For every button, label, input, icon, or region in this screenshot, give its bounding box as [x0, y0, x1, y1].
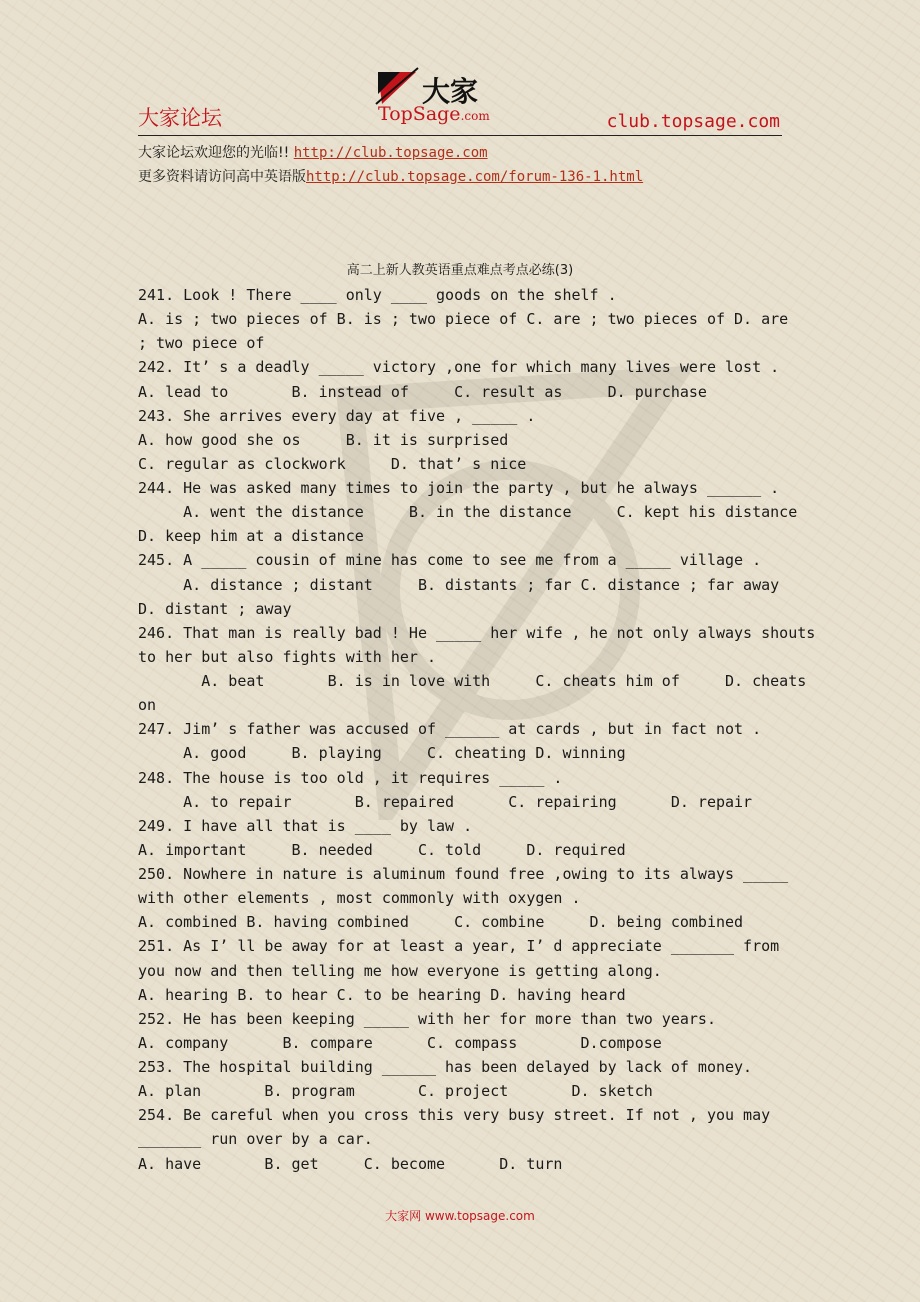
text-line: 252. He has been keeping _____ with her for more than two years.: [138, 1009, 716, 1028]
text-line: A. how good she os B. it is surprised: [138, 430, 509, 449]
text-line: with other elements , most commonly with oxygen .: [138, 889, 581, 908]
text-line: A. lead to B. instead of C. result as D. purchase: [138, 382, 707, 401]
logo-english-text: TopSage.com: [378, 103, 490, 125]
text-line: A. have B. get C. become D. turn: [138, 1154, 563, 1173]
text-line: D. distant ; away: [138, 599, 292, 618]
text-line: A. combined B. having combined C. combine D. being combined: [138, 913, 744, 932]
text-line: 246. That man is really bad ! He _____ her wife , he not only always shouts: [138, 623, 816, 642]
text-line: A. distance ; distant B. distants ; far C. distance ; far away: [138, 575, 780, 594]
welcome-block: [138, 141, 643, 189]
welcome-text: 大家论坛欢迎您的光临!!: [138, 145, 294, 161]
text-line: A. company B. compare C. compass D.compose: [138, 1033, 662, 1052]
text-line: A. important B. needed C. told D. required: [138, 840, 626, 859]
page-header: [138, 60, 782, 136]
text-line: C. regular as clockwork D. that’ s nice: [138, 454, 527, 473]
brand-domain[interactable]: club.topsage.com: [606, 111, 780, 132]
text-line: 253. The hospital building ______ has been delayed by lack of money.: [138, 1058, 753, 1076]
brand-name[interactable]: 大家论坛: [138, 106, 222, 130]
text-line: on: [138, 696, 157, 715]
topsage-logo-icon: [374, 66, 420, 106]
welcome-line-1: [138, 141, 643, 165]
text-line: 251. As I’ ll be away for at least a year, I’ d appreciate _______ from: [138, 937, 780, 956]
text-line: you now and then telling me how everyone is getting along.: [138, 961, 662, 980]
text-line: A. is ; two pieces of B. is ; two piece of C. are ; two pieces of D. are: [138, 310, 789, 329]
page-footer[interactable]: 大家网 www.topsage.com: [385, 1209, 535, 1223]
text-line: A. plan B. program C. project D. sketch: [138, 1082, 653, 1101]
text-line: 244. He was asked many times to join the party , but he always ______ .: [138, 479, 780, 497]
text-line: 248. The house is too old , it requires _____ .: [138, 768, 563, 787]
text-line: D. keep him at a distance: [138, 527, 364, 546]
logo-chinese-text: 大家: [422, 75, 479, 108]
text-line: 245. A _____ cousin of mine has come to see me from a _____ village .: [138, 551, 762, 570]
text-line: 250. Nowhere in nature is aluminum found free ,owing to its always _____: [138, 865, 789, 883]
text-line: A. good B. playing C. cheating D. winning: [138, 744, 626, 763]
topsage-logo[interactable]: [374, 60, 514, 130]
text-line: A. went the distance B. in the distance C. kept his distance: [138, 503, 798, 522]
document-title: 高二上新人教英语重点难点考点必练(3): [346, 263, 574, 278]
text-line: 254. Be careful when you cross this very busy street. If not , you may: [138, 1106, 771, 1125]
text-line: 242. It’ s a deadly _____ victory ,one for which many lives were lost .: [138, 358, 780, 377]
text-line: ; two piece of: [138, 334, 265, 353]
text-line: 241. Look ! There ____ only ____ goods on the shelf .: [138, 286, 617, 304]
question-list: [138, 283, 816, 1176]
text-line: A. to repair B. repaired C. repairing D. repair: [138, 792, 753, 811]
text-line: _______ run over by a car.: [138, 1130, 373, 1149]
text-line: 249. I have all that is ____ by law .: [138, 816, 473, 835]
text-line: 247. Jim’ s father was accused of ______ at cards , but in fact not .: [138, 720, 762, 739]
more-resources-text: 更多资料请访问高中英语版: [138, 169, 306, 185]
forum-link[interactable]: http://club.topsage.com/forum-136-1.html: [306, 169, 644, 185]
text-line: 243. She arrives every day at five , _____ .: [138, 406, 536, 425]
text-line: A. beat B. is in love with C. cheats him of D. cheats: [138, 672, 807, 690]
text-line: to her but also fights with her .: [138, 647, 437, 666]
header-divider: [138, 135, 782, 136]
welcome-line-2: [138, 165, 643, 189]
text-line: A. hearing B. to hear C. to be hearing D. having heard: [138, 985, 626, 1004]
club-link[interactable]: http://club.topsage.com: [293, 145, 488, 161]
